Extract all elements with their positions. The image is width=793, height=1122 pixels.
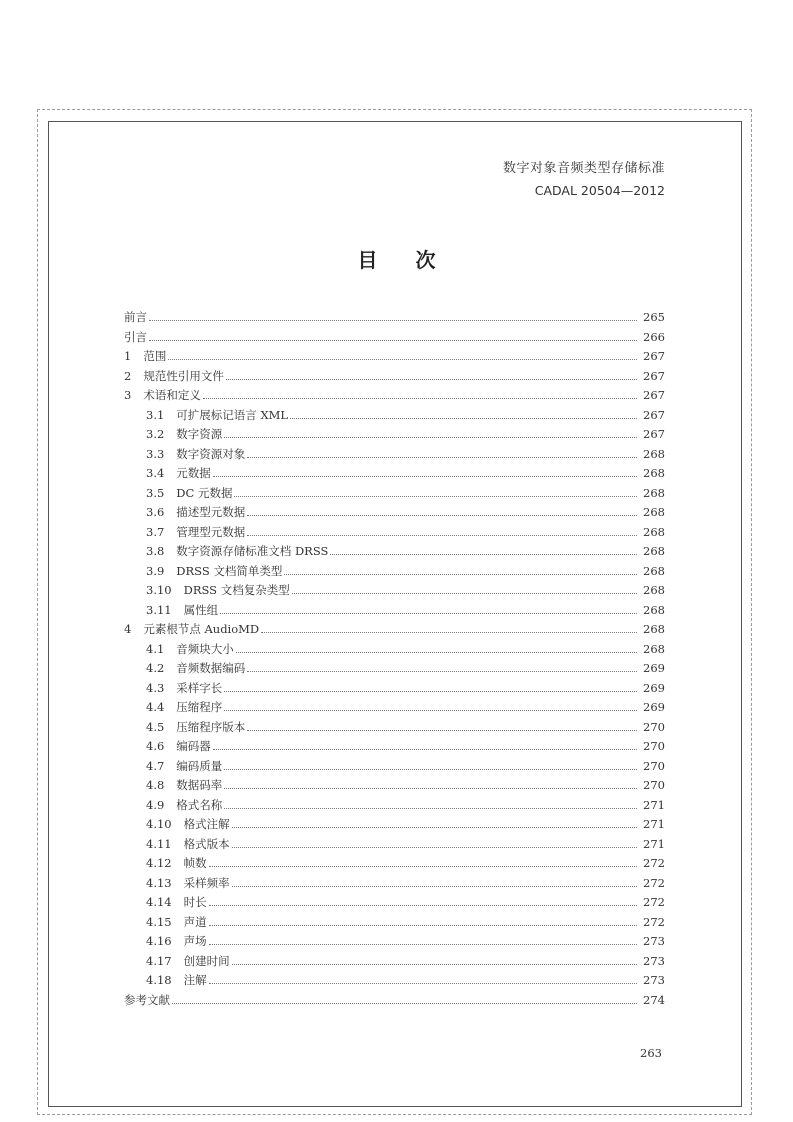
toc-entry-number: 4.16 <box>146 934 172 948</box>
toc-entry-number: 3.11 <box>146 602 172 617</box>
toc-entry-label: 声场 <box>183 934 207 948</box>
toc-entry-page: 268 <box>643 524 665 539</box>
toc-entry-page: 269 <box>643 661 665 675</box>
toc-entry-label: 数据码率 <box>176 778 223 792</box>
toc-entry-label: 管理型元数据 <box>176 524 246 539</box>
toc-entry-page: 265 <box>643 310 665 324</box>
toc-leader-dots <box>209 865 637 867</box>
toc-entry-label: 引言 <box>124 329 147 344</box>
toc-entry-number: 4.13 <box>146 875 172 890</box>
toc-entry-page: 268 <box>643 563 665 578</box>
toc-entry[interactable] <box>124 914 665 934</box>
toc-entry-label: 创建时间 <box>183 953 230 968</box>
toc-entry-number: 3.8 <box>146 544 165 558</box>
toc-entry[interactable] <box>124 602 665 622</box>
toc-entry-label: 数字资源对象 <box>176 446 246 461</box>
toc-entry-number: 3 <box>124 388 132 402</box>
toc-leader-dots <box>247 456 637 458</box>
toc-entry-label: 压缩程序版本 <box>176 719 246 734</box>
toc-entry[interactable] <box>124 719 665 739</box>
toc-entry-number: 3.7 <box>146 524 165 539</box>
toc-entry-number: 3.10 <box>146 583 172 597</box>
toc-leader-dots <box>247 729 637 731</box>
standard-code: CADAL 20504—2012 <box>534 183 665 198</box>
toc-entry-number: 4.17 <box>146 953 172 968</box>
toc-heading <box>0 244 793 273</box>
toc-entry-number: 3.5 <box>146 485 165 500</box>
toc-heading-char-1: 目 <box>357 248 378 272</box>
toc-leader-dots <box>213 475 637 477</box>
toc-entry-number: 3.2 <box>146 427 165 441</box>
toc-entry-number: 4 <box>124 622 132 636</box>
toc-entry[interactable] <box>124 329 665 349</box>
toc-entry-page: 267 <box>643 407 665 422</box>
toc-entry-label: 格式名称 <box>176 797 223 812</box>
toc-entry-label: 音频块大小 <box>176 641 234 656</box>
toc-leader-dots <box>209 982 637 984</box>
toc-leader-dots <box>232 826 637 828</box>
toc-entry-page: 272 <box>643 914 665 929</box>
toc-entry[interactable] <box>124 660 665 680</box>
toc-leader-dots <box>149 319 637 321</box>
toc-entry-label: 采样频率 <box>183 875 230 890</box>
toc-entry-number: 4.9 <box>146 797 165 812</box>
toc-entry-page: 267 <box>643 427 665 441</box>
toc-entry-label: 数字资源存储标准文档 DRSS <box>176 544 329 558</box>
toc-leader-dots <box>330 553 637 555</box>
toc-entry-page: 268 <box>643 641 665 656</box>
toc-leader-dots <box>203 397 637 399</box>
toc-leader-dots <box>232 846 637 848</box>
toc-entry-label: DRSS 文档简单类型 <box>176 563 283 578</box>
toc-entry-number: 3.3 <box>146 446 165 461</box>
toc-leader-dots <box>247 534 637 536</box>
toc-entry-page: 269 <box>643 700 665 714</box>
toc-entry-label: 采样字长 <box>176 680 223 695</box>
toc-entry-label: 数字资源 <box>176 427 223 441</box>
toc-leader-dots <box>224 768 637 770</box>
toc-entry-number: 4.14 <box>146 895 172 909</box>
toc-entry-label: 参考文献 <box>124 992 170 1007</box>
toc-leader-dots <box>209 904 637 906</box>
toc-leader-dots <box>224 807 637 809</box>
toc-leader-dots <box>290 417 637 419</box>
toc-entry[interactable] <box>124 426 665 446</box>
toc-entry-label: 元素根节点 AudioMD <box>143 622 260 636</box>
toc-entry[interactable] <box>124 504 665 524</box>
toc-entry-number: 4.2 <box>146 661 165 675</box>
toc-leader-dots <box>220 612 637 614</box>
toc-entry[interactable] <box>124 680 665 700</box>
toc-entry-label: 帧数 <box>183 856 207 870</box>
toc-leader-dots <box>224 690 637 692</box>
toc-entry[interactable] <box>124 875 665 895</box>
toc-leader-dots <box>224 436 637 438</box>
toc-entry-label: 编码质量 <box>176 758 223 773</box>
toc-entry-label: 可扩展标记语言 XML <box>176 407 289 422</box>
toc-entry-page: 267 <box>643 349 665 363</box>
toc-entry-page: 268 <box>643 602 665 617</box>
toc-entry-page: 269 <box>643 680 665 695</box>
toc-leader-dots <box>292 592 637 594</box>
toc-entry[interactable] <box>124 836 665 856</box>
toc-entry[interactable] <box>124 777 665 797</box>
toc-entry-number: 3.4 <box>146 466 165 480</box>
toc-entry[interactable] <box>124 738 665 758</box>
toc-leader-dots <box>247 670 637 672</box>
toc-entry-label: 规范性引用文件 <box>143 368 224 383</box>
toc-entry[interactable] <box>124 387 665 407</box>
toc-entry-number: 4.3 <box>146 680 165 695</box>
toc-entry-page: 272 <box>643 856 665 870</box>
toc-entry-page: 270 <box>643 739 665 753</box>
toc-entry[interactable] <box>124 816 665 836</box>
toc-entry-number: 4.1 <box>146 641 165 656</box>
toc-entry-page: 268 <box>643 485 665 500</box>
toc-entry[interactable] <box>124 758 665 778</box>
toc-entry-label: DRSS 文档复杂类型 <box>183 583 290 597</box>
toc-entry-number: 4.10 <box>146 817 172 831</box>
table-of-contents <box>124 309 665 1011</box>
toc-entry-page: 272 <box>643 895 665 909</box>
toc-leader-dots <box>209 924 637 926</box>
toc-leader-dots <box>247 514 637 516</box>
toc-entry[interactable] <box>124 582 665 602</box>
toc-entry[interactable] <box>124 524 665 544</box>
toc-entry-page: 266 <box>643 329 665 344</box>
toc-entry-number: 4.15 <box>146 914 172 929</box>
toc-entry-label: 声道 <box>183 914 207 929</box>
toc-entry-page: 271 <box>643 797 665 812</box>
page-number: 263 <box>640 1046 662 1060</box>
toc-entry-label: 前言 <box>124 310 147 324</box>
toc-entry[interactable] <box>124 953 665 973</box>
toc-entry[interactable] <box>124 972 665 992</box>
toc-leader-dots <box>234 495 637 497</box>
toc-entry-label: DC 元数据 <box>176 485 233 500</box>
toc-entry[interactable] <box>124 446 665 466</box>
toc-entry-number: 1 <box>124 349 132 363</box>
toc-entry-number: 3.6 <box>146 505 165 519</box>
toc-entry-label: 注解 <box>183 973 207 987</box>
toc-entry-label: 格式注解 <box>183 817 230 831</box>
toc-entry-label: 时长 <box>183 895 207 909</box>
toc-entry-page: 273 <box>643 934 665 948</box>
toc-entry[interactable] <box>124 894 665 914</box>
toc-entry[interactable] <box>124 407 665 427</box>
toc-entry[interactable] <box>124 348 665 368</box>
toc-entry-number: 2 <box>124 368 132 383</box>
toc-leader-dots <box>226 378 637 380</box>
toc-entry-label: 元数据 <box>176 466 211 480</box>
toc-entry[interactable] <box>124 855 665 875</box>
toc-entry-number: 4.11 <box>146 836 172 851</box>
toc-entry-number: 4.5 <box>146 719 165 734</box>
toc-entry[interactable] <box>124 465 665 485</box>
toc-entry[interactable] <box>124 368 665 388</box>
toc-entry-page: 268 <box>643 544 665 558</box>
toc-entry-label: 格式版本 <box>183 836 230 851</box>
toc-leader-dots <box>168 358 637 360</box>
toc-entry[interactable] <box>124 309 665 329</box>
toc-entry-page: 268 <box>643 622 665 636</box>
toc-leader-dots <box>224 787 637 789</box>
toc-entry-page: 270 <box>643 719 665 734</box>
toc-leader-dots <box>236 651 637 653</box>
toc-entry-page: 268 <box>643 505 665 519</box>
toc-entry-number: 4.12 <box>146 856 172 870</box>
toc-entry-page: 274 <box>643 992 665 1007</box>
toc-entry-label: 范围 <box>143 349 167 363</box>
toc-entry-number: 3.9 <box>146 563 165 578</box>
toc-entry-number: 4.7 <box>146 758 165 773</box>
toc-entry[interactable] <box>124 563 665 583</box>
toc-leader-dots <box>213 748 637 750</box>
toc-entry-page: 270 <box>643 778 665 792</box>
document-header <box>503 160 665 200</box>
toc-entry-label: 描述型元数据 <box>176 505 246 519</box>
toc-entry-page: 267 <box>643 368 665 383</box>
toc-entry-page: 273 <box>643 973 665 987</box>
toc-entry-number: 4.18 <box>146 973 172 987</box>
toc-leader-dots <box>172 1002 637 1004</box>
toc-heading-char-2: 次 <box>415 248 436 272</box>
toc-entry[interactable] <box>124 543 665 563</box>
toc-leader-dots <box>284 573 637 575</box>
standard-title: 数字对象音频类型存储标准 <box>502 161 665 176</box>
toc-entry-label: 编码器 <box>176 739 211 753</box>
toc-entry[interactable] <box>124 797 665 817</box>
toc-entry-page: 271 <box>643 817 665 831</box>
toc-leader-dots <box>149 339 637 341</box>
toc-entry[interactable] <box>124 641 665 661</box>
toc-entry[interactable] <box>124 992 665 1012</box>
toc-entry-number: 4.6 <box>146 739 165 753</box>
toc-entry-number: 4.4 <box>146 700 165 714</box>
toc-entry-page: 268 <box>643 466 665 480</box>
toc-entry-page: 267 <box>643 388 665 402</box>
toc-entry-label: 术语和定义 <box>143 388 201 402</box>
toc-entry-label: 属性组 <box>183 602 219 617</box>
toc-entry-label: 压缩程序 <box>176 700 223 714</box>
toc-entry-number: 3.1 <box>146 407 165 422</box>
toc-entry[interactable] <box>124 485 665 505</box>
toc-entry[interactable] <box>124 699 665 719</box>
toc-leader-dots <box>209 943 637 945</box>
toc-leader-dots <box>232 885 637 887</box>
toc-entry[interactable] <box>124 933 665 953</box>
toc-entry-label: 音频数据编码 <box>176 661 246 675</box>
toc-entry[interactable] <box>124 621 665 641</box>
toc-entry-number: 4.8 <box>146 778 165 792</box>
toc-entry-page: 272 <box>643 875 665 890</box>
toc-entry-page: 268 <box>643 583 665 597</box>
toc-entry-page: 268 <box>643 446 665 461</box>
toc-leader-dots <box>232 963 637 965</box>
toc-leader-dots <box>224 709 637 711</box>
toc-entry-page: 271 <box>643 836 665 851</box>
toc-leader-dots <box>261 631 637 633</box>
toc-entry-page: 273 <box>643 953 665 968</box>
toc-entry-page: 270 <box>643 758 665 773</box>
